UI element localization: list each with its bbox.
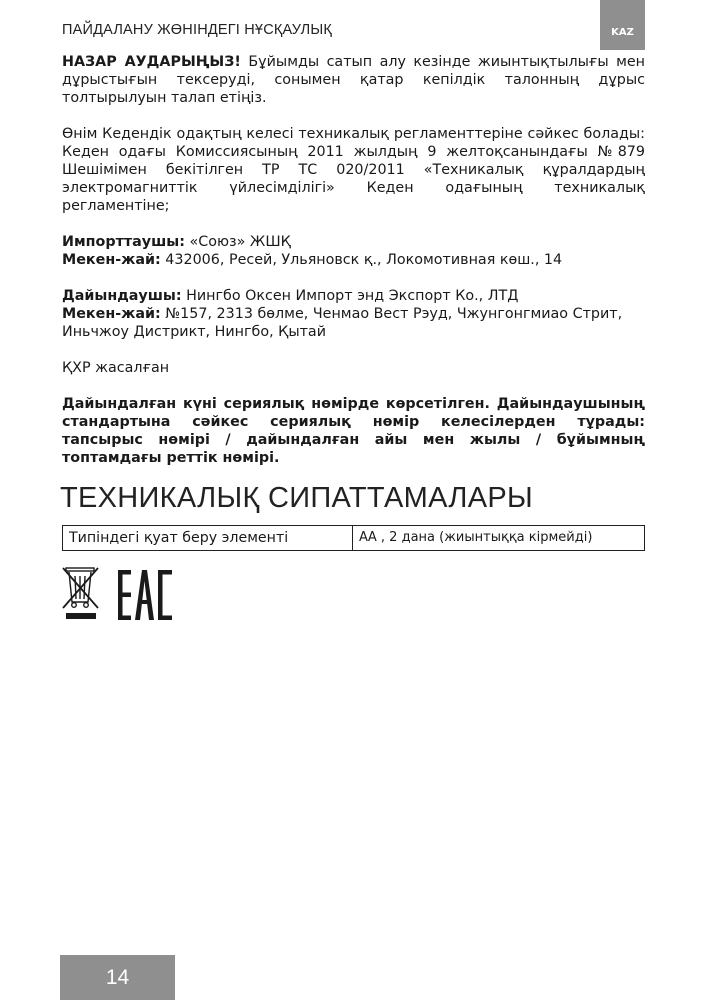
language-tab <box>600 0 645 50</box>
warning-text: Бұйымды сатып алу кезінде жиынтықтылығы мен дұрыстығын тексеруді, сонымен қатар кепілдік талонның дұрыс толтырылуын талап етіңіз. <box>62 54 645 106</box>
spec-key: Типіндегі қуат беру элементі <box>63 526 353 551</box>
page-header-title: ПАЙДАЛАНУ ЖӨНІНДЕГІ НҰСҚАУЛЫҚ <box>62 22 333 38</box>
manufacturer-address-label: Мекен-жай: <box>62 306 161 322</box>
specs-table <box>62 525 645 551</box>
certification-marks <box>62 566 182 630</box>
table-row <box>63 526 645 551</box>
manufacturer-address-line <box>62 305 645 341</box>
manufacturer-label: Дайындаушы: <box>62 288 182 304</box>
page-number-box <box>60 955 175 1000</box>
importer-address-value: 432006, Ресей, Ульяновск қ., Локомотивная көш., 14 <box>160 252 563 268</box>
importer-line <box>62 233 645 251</box>
importer-address-line <box>62 251 645 269</box>
warning-label: НАЗАР АУДАРЫҢЫЗ! <box>62 54 241 70</box>
page-number: 14 <box>105 965 130 989</box>
specs-heading: ТЕХНИКАЛЫҚ СИПАТТАМАЛАРЫ <box>60 482 533 514</box>
serial-note: Дайындалған күні сериялық нөмірде көрсетілген. Дайындаушының стандартына сәйкес сериялық нөмір келесілерден тұрады: тапсырыс нөмірі / дайындалған айы мен жылы / бұйымның топтамдағы реттік нөмірі. <box>62 396 645 466</box>
eac-mark-icon <box>118 570 172 620</box>
marks-svg <box>62 566 182 626</box>
language-code: KAZ <box>611 27 634 38</box>
origin-line: ҚХР жасалған <box>62 360 170 376</box>
manufacturer-line <box>62 287 645 305</box>
warning-paragraph <box>62 53 645 107</box>
compliance-paragraph: Өнім Кедендік одақтың келесі техникалық регламенттеріне сәйкес болады: Кеден одағы Комиссиясының 2011 жылдың 9 желтоқсанындағы №879 Шешімімен бекітілген ТР ТС 020/2011 «Техникалық құралдардың электромагниттік үйлесімділігі» Кеден одағының техникалық регламентіне; <box>62 126 645 214</box>
manufacturer-value: Нингбо Оксен Импорт энд Экспорт Ко., ЛТД <box>181 288 519 304</box>
importer-value: «Союз» ЖШҚ <box>184 234 291 250</box>
importer-label: Импорттаушы: <box>62 234 185 250</box>
importer-address-label: Мекен-жай: <box>62 252 161 268</box>
document-body <box>62 53 645 467</box>
spec-value: АА , 2 дана (жиынтыққа кірмейді) <box>353 526 645 551</box>
weee-bin-icon <box>63 568 98 619</box>
manufacturer-address-value: №157, 2313 бөлме, Ченмао Вест Рэуд, Чжунгонгмиао Стрит, Иньчжоу Дистрикт, Нингбо, Қытай <box>62 306 623 340</box>
